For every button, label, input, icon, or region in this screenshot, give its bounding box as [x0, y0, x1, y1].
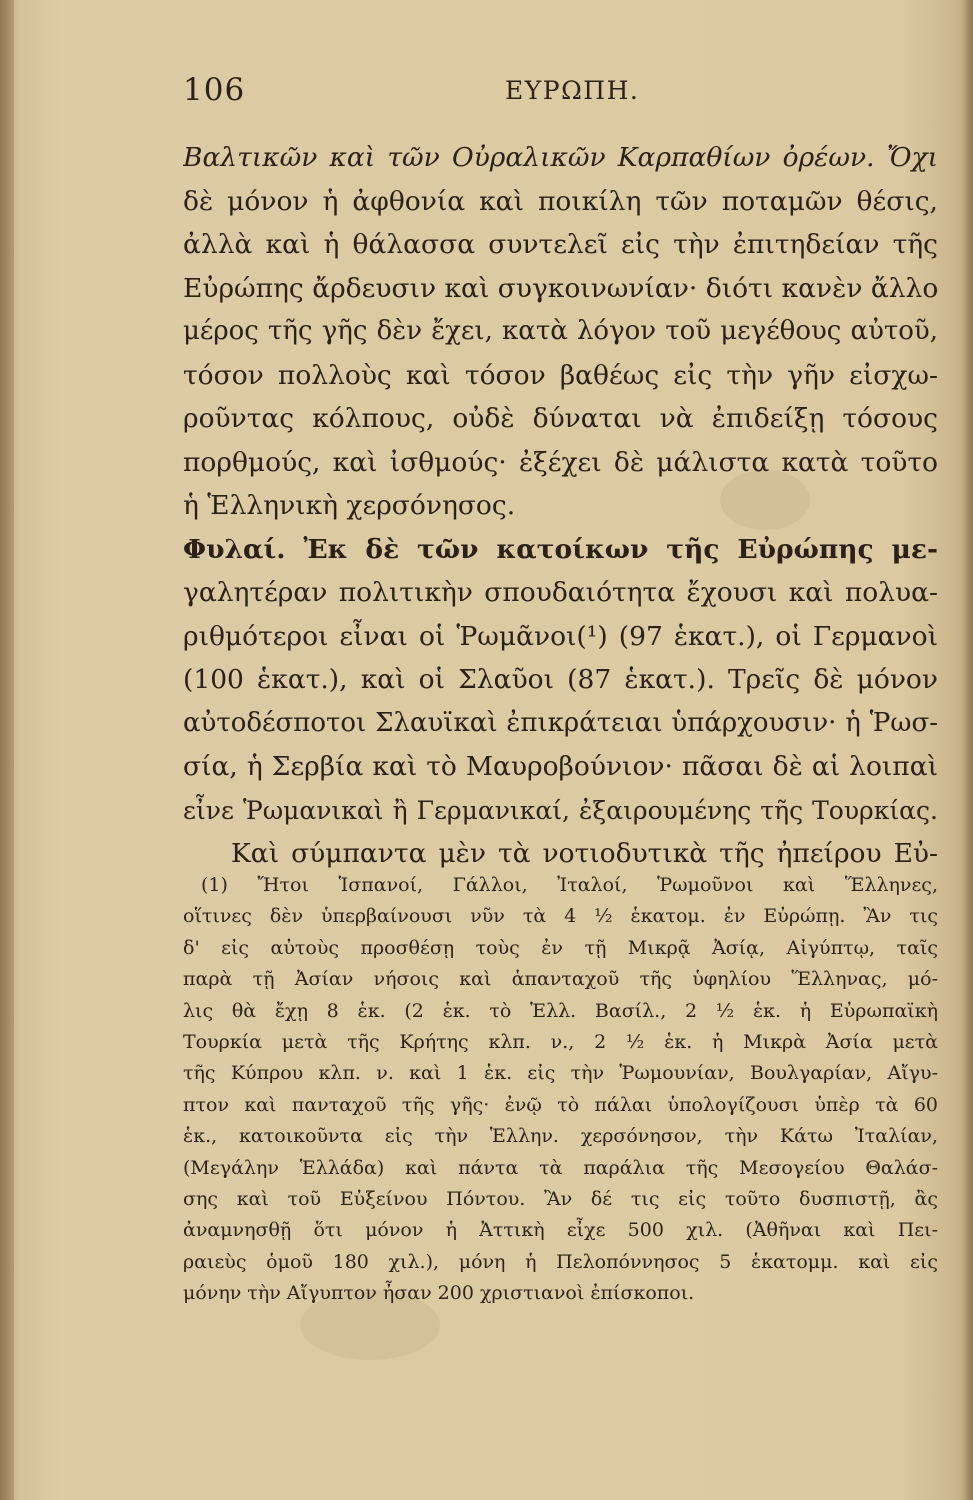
text-line: τόσον πολλοὺς καὶ τόσον βαθέως εἰς τὴν γῆν εἰσχω-	[183, 359, 938, 391]
footnote-line: Τουρκία μετὰ τῆς Κρήτης κλπ. ν., 2 ½ ἑκ. ἡ Μικρὰ Ἀσία μετὰ	[183, 1030, 938, 1053]
main-text-block	[183, 136, 938, 876]
page-header	[0, 72, 973, 122]
page-spine-shadow	[0, 0, 14, 1500]
text-line: Εὐρώπης ἄρδευσιν καὶ συγκοινωνίαν· διότι κανὲν ἄλλο	[183, 272, 938, 304]
footnote-line: δ' εἰς αὐτοὺς προσθέσῃ τοὺς ἐν τῇ Μικρᾷ Ἀσίᾳ, Αἰγύπτῳ, ταῖς	[183, 936, 938, 959]
text-line: ἀλλὰ καὶ ἡ θάλασσα συντελεῖ εἰς τὴν ἐπιτηδείαν τῆς	[183, 229, 938, 260]
footnote-line: σης καὶ τοῦ Εὐξείνου Πόντου. Ἂν δέ τις εἰς τοῦτο δυσπιστῇ, ἂς	[183, 1187, 938, 1210]
footnote-block	[183, 870, 938, 1309]
footnote-line: (Μεγάλην Ἑλλάδα) καὶ πάντα τὰ παράλια τῆς Μεσογείου Θαλάσ-	[183, 1156, 938, 1179]
footnote-line: μόνην τὴν Αἴγυπτον ἦσαν 200 χριστιανοὶ ἐπίσκοποι.	[183, 1282, 695, 1305]
page-number: 106	[183, 72, 246, 108]
text-line: Βαλτικῶν καὶ τῶν Οὐραλικῶν Καρπαθίων ὀρέων. Ὄχι	[183, 142, 938, 173]
footnote-line: ἑκ., κατοικοῦντα εἰς τὴν Ἑλλην. χερσόνησον, τὴν Κάτω Ἰταλίαν,	[183, 1125, 938, 1148]
footnote-line: λις θὰ ἔχῃ 8 ἑκ. (2 ἑκ. τὸ Ἑλλ. Βασίλ., 2 ½ ἑκ. ἡ Εὐρωπαϊκὴ	[183, 999, 938, 1022]
text-line: Καὶ σύμπαντα μὲν τὰ νοτιοδυτικὰ τῆς ἠπείρου Εὐ-	[231, 838, 938, 869]
text-line: δὲ μόνον ἡ ἀφθονία καὶ ποικίλη τῶν ποταμῶν θέσις,	[183, 185, 938, 217]
text-line: (100 ἑκατ.), καὶ οἱ Σλαῦοι (87 ἑκατ.). Τρεῖς δὲ μόνον	[183, 664, 938, 695]
section-heading-line: Φυλαί. Ἐκ δὲ τῶν κατοίκων τῆς Εὐρώπης με-	[183, 533, 938, 565]
footnote-line: ραιεὺς ὁμοῦ 180 χιλ.), μόνη ἡ Πελοπόννησος 5 ἑκατομμ. καὶ εἰς	[183, 1250, 938, 1273]
text-line: σία, ἡ Σερβία καὶ τὸ Μαυροβούνιον· πᾶσαι δὲ αἱ λοιπαὶ	[183, 751, 938, 782]
text-line: μέρος τῆς γῆς δὲν ἔχει, κατὰ λόγον τοῦ μεγέθους αὐτοῦ,	[183, 316, 938, 346]
page-edge-shadow	[961, 0, 973, 1500]
text-line: ριθμότεροι εἶναι οἱ Ῥωμᾶνοι(¹) (97 ἑκατ.), οἱ Γερμανοὶ	[183, 620, 938, 652]
footnote-line: (1) Ἤτοι Ἱσπανοί, Γάλλοι, Ἰταλοί, Ῥωμοῦνοι καὶ Ἕλληνες,	[201, 874, 938, 896]
text-line: εἶνε Ῥωμανικαὶ ἢ Γερμανικαί, ἐξαιρουμένης τῆς Τουρκίας.	[183, 795, 938, 825]
text-line: ἡ Ἑλληνικὴ χερσόνησος.	[183, 490, 516, 521]
running-head: ΕΥΡΩΠΗ.	[505, 76, 640, 105]
text-line: ροῦντας κόλπους, οὐδὲ δύναται νὰ ἐπιδείξῃ τόσους	[183, 403, 938, 434]
footnote-line: τῆς Κύπρου κλπ. ν. καὶ 1 ἑκ. εἰς τὴν Ῥωμουνίαν, Βουλγαρίαν, Αἴγυ-	[183, 1062, 938, 1085]
footnote-line: οἵτινες δὲν ὑπερβαίνουσι νῦν τὰ 4 ½ ἑκατομ. ἐν Εὐρώπῃ. Ἂν τις	[183, 905, 938, 928]
text-line: γαλητέραν πολιτικὴν σπουδαιότητα ἔχουσι καὶ πολυα-	[183, 577, 938, 608]
text-line: πορθμούς, καὶ ἰσθμούς· ἐξέχει δὲ μάλιστα κατὰ τοῦτο	[183, 446, 938, 478]
text-line: αὐτοδέσποτοι Σλαυϊκαὶ ἐπικράτειαι ὑπάρχουσιν· ἡ Ῥωσ-	[183, 707, 938, 738]
footnote-line: πτον καὶ πανταχοῦ τῆς γῆς· ἐνῷ τὸ πάλαι ὑπολογίζουσι ὑπὲρ τὰ 60	[183, 1093, 938, 1116]
footnote-line: ἀναμνησθῇ ὅτι μόνον ἡ Ἀττικὴ εἶχε 500 χιλ. (Ἀθῆναι καὶ Πει-	[183, 1219, 938, 1242]
footnote-line: παρὰ τῇ Ἀσίαν νήσοις καὶ ἁπανταχοῦ τῆς ὑφηλίου Ἕλληνας, μό-	[183, 968, 938, 991]
